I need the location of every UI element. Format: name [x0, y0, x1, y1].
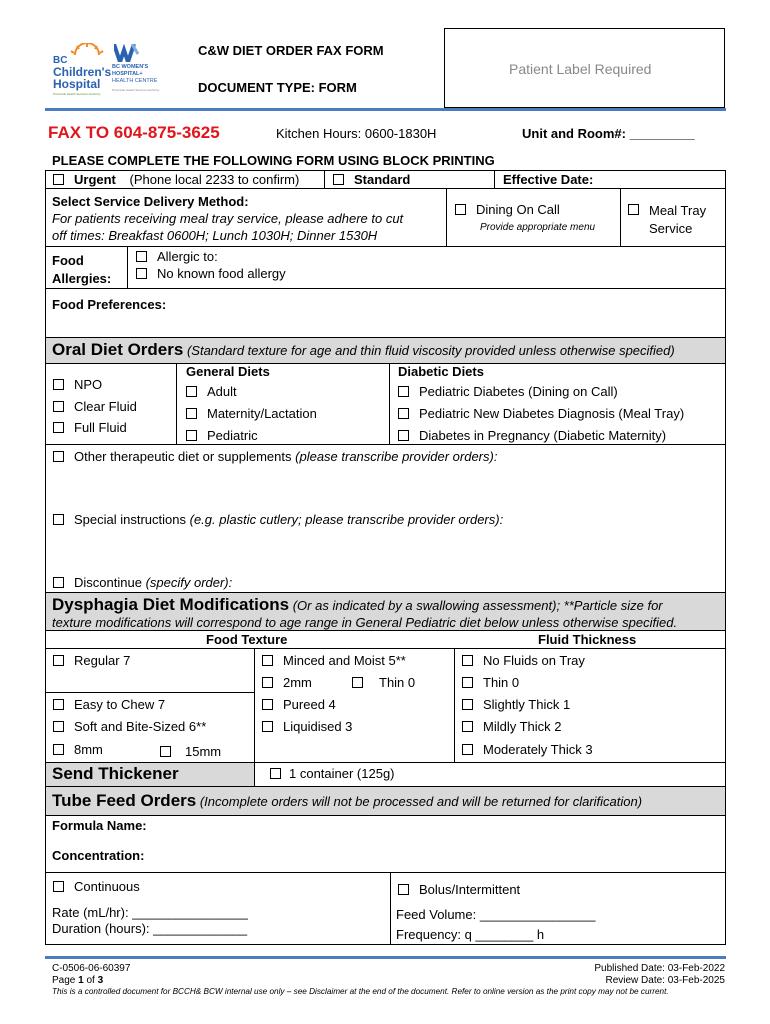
footer-divider [45, 956, 726, 959]
dysphagia-header [52, 595, 663, 615]
thickener-title: Send Thickener [52, 764, 179, 783]
special-note: (e.g. plastic cutlery; please transcribe provider orders): [189, 512, 504, 527]
thin-option[interactable] [462, 675, 519, 690]
slightly-thick-checkbox[interactable] [462, 699, 473, 710]
allergies-label [52, 252, 111, 288]
formula-name-field[interactable]: Formula Name: [52, 818, 147, 833]
thickener-label: 1 container (125g) [289, 766, 395, 781]
soft-bite-checkbox[interactable] [53, 721, 64, 732]
review-date: Review Date: 03-Feb-2025 [605, 975, 725, 986]
ped-new-diabetes-checkbox[interactable] [398, 408, 409, 419]
dining-label: Dining On Call [476, 202, 560, 217]
npo-checkbox[interactable] [53, 379, 64, 390]
standard-checkbox[interactable] [333, 174, 344, 185]
pureed-checkbox[interactable] [262, 699, 273, 710]
easy-chew-checkbox[interactable] [53, 699, 64, 710]
urgent-checkbox[interactable] [53, 174, 64, 185]
mildly-thick-option[interactable] [462, 719, 562, 734]
fax-number: FAX TO 604-875-3625 [48, 123, 220, 142]
maternity-label: Maternity/Lactation [207, 406, 317, 421]
special-checkbox[interactable] [53, 514, 64, 525]
logo1-line2: Children's [53, 65, 112, 79]
npo-option[interactable] [53, 374, 137, 396]
form-code: C-0506-06-60397 [52, 963, 131, 974]
header-divider [45, 108, 726, 111]
slightly-thick-label: Slightly Thick 1 [483, 697, 571, 712]
diabetic-diets-title: Diabetic Diets [398, 364, 484, 379]
allergic-to-option[interactable] [136, 249, 218, 264]
ped-diabetes-checkbox[interactable] [398, 386, 409, 397]
page-of: of [83, 975, 98, 986]
oral-title: Oral Diet Orders [52, 340, 184, 359]
moderately-thick-option[interactable] [462, 742, 593, 757]
full-fluid-option[interactable] [53, 417, 137, 439]
pediatric-label: Pediatric [207, 428, 258, 443]
minced-option[interactable] [262, 653, 406, 668]
ped-new-diabetes-label: Pediatric New Diabetes Diagnosis (Meal Tray) [419, 406, 685, 421]
maternity-option[interactable] [186, 403, 317, 425]
8mm-label: 8mm [74, 742, 103, 757]
npo-label: NPO [74, 377, 103, 392]
2mm-checkbox[interactable] [262, 677, 273, 688]
pureed-option[interactable] [262, 697, 336, 712]
maternity-checkbox[interactable] [186, 408, 197, 419]
delivery-note-1: For patients receiving meal tray service, please adhere to cut [52, 211, 404, 226]
discontinue-checkbox[interactable] [53, 577, 64, 588]
urgent-note: (Phone local 2233 to confirm) [129, 172, 300, 187]
mildly-thick-checkbox[interactable] [462, 721, 473, 732]
dysphagia-note-2: texture modifications will correspond to age range in General Pediatric diet below unless otherwise specified. [52, 615, 678, 630]
patient-label-text: Patient Label Required [509, 61, 652, 77]
logo1-line3: Hospital [53, 77, 101, 91]
adult-checkbox[interactable] [186, 386, 197, 397]
allergic-checkbox[interactable] [136, 251, 147, 262]
easy-chew-label: Easy to Chew 7 [74, 697, 166, 712]
meal-tray-label-1: Meal Tray [649, 203, 707, 218]
w-logo-icon [114, 44, 142, 62]
allergic-label: Allergic to: [157, 249, 218, 264]
allergies-label-2: Allergies: [52, 271, 112, 286]
other-checkbox[interactable] [53, 451, 64, 462]
oral-header [52, 340, 675, 360]
adult-option[interactable] [186, 381, 317, 403]
patient-label-box[interactable] [444, 28, 725, 108]
minced-label: Minced and Moist 5** [283, 653, 406, 668]
delivery-title: Select Service Delivery Method: [52, 194, 249, 209]
thin-label: Thin 0 [483, 675, 520, 690]
liquidised-label: Liquidised 3 [283, 719, 353, 734]
concentration-field[interactable]: Concentration: [52, 848, 145, 863]
15mm-option[interactable] [160, 744, 221, 759]
meal-tray-label-2: Service [649, 221, 693, 236]
no-known-allergy-option[interactable] [136, 266, 286, 281]
effective-date-field[interactable]: Effective Date: [503, 172, 594, 187]
no-fluids-label: No Fluids on Tray [483, 653, 585, 668]
bolus-label: Bolus/Intermittent [419, 882, 521, 897]
liquidised-checkbox[interactable] [262, 721, 273, 732]
other-note: (please transcribe provider orders): [295, 449, 498, 464]
standard-label: Standard [354, 172, 411, 187]
discontinue-option[interactable] [53, 575, 232, 590]
no-fluids-checkbox[interactable] [462, 655, 473, 666]
food-texture-title: Food Texture [206, 632, 288, 647]
general-diets-options [186, 381, 317, 447]
regular-label: Regular 7 [74, 653, 131, 668]
special-instructions-option[interactable] [53, 512, 503, 527]
logo2-sub: Provincial Health Services Authority [112, 88, 160, 92]
ped-diabetes-option[interactable] [398, 381, 684, 403]
allergies-label-1: Food [52, 253, 84, 268]
clear-fluid-checkbox[interactable] [53, 401, 64, 412]
page-prefix: Page [52, 975, 79, 986]
tube-note: (Incomplete orders will not be processed and will be returned for clarification) [199, 794, 643, 809]
full-fluid-label: Full Fluid [74, 420, 127, 435]
duration-field[interactable]: Duration (hours): _____________ [52, 921, 248, 936]
rate-field[interactable]: Rate (mL/hr): ________________ [52, 905, 248, 920]
disclaimer: This is a controlled document for BCCH& BCW internal use only – see Disclaimer at the end of the document. Refer to online version as the print copy may not be current. [52, 987, 669, 996]
standard-option[interactable] [333, 172, 410, 187]
pediatric-checkbox[interactable] [186, 430, 197, 441]
dysphagia-note-1: (Or as indicated by a swallowing assessment); **Particle size for [292, 598, 663, 613]
regular-checkbox[interactable] [53, 655, 64, 666]
meal-tray-option[interactable] [628, 202, 706, 238]
minced-checkbox[interactable] [262, 655, 273, 666]
thin0-texture-label: Thin 0 [379, 675, 416, 690]
bc-childrens-logo [53, 43, 111, 98]
diabetes-pregnancy-label: Diabetes in Pregnancy (Diabetic Maternity) [419, 428, 667, 443]
no-allergy-checkbox[interactable] [136, 268, 147, 279]
thin0-texture-checkbox[interactable] [352, 677, 363, 688]
moderately-thick-label: Moderately Thick 3 [483, 742, 593, 757]
logo2-line3: HEALTH CENTRE [112, 78, 158, 84]
full-fluid-checkbox[interactable] [53, 422, 64, 433]
fluid-thickness-title: Fluid Thickness [538, 632, 637, 647]
moderately-thick-checkbox[interactable] [462, 744, 473, 755]
form-frame [45, 170, 726, 945]
oral-left-options [53, 374, 137, 439]
2mm-label: 2mm [283, 675, 312, 690]
diabetic-diets-options [398, 381, 684, 447]
bolus-option[interactable] [398, 882, 520, 897]
published-date: Published Date: 03-Feb-2022 [594, 963, 725, 974]
general-diets-title: General Diets [186, 364, 270, 379]
tube-title: Tube Feed Orders [52, 791, 197, 810]
document-type: DOCUMENT TYPE: FORM [198, 80, 357, 95]
slightly-thick-option[interactable] [462, 697, 570, 712]
urgent-option[interactable] [53, 172, 299, 187]
regular-option[interactable] [53, 653, 130, 668]
thin0-texture-option[interactable] [352, 675, 415, 690]
thickener-checkbox[interactable] [270, 768, 281, 779]
delivery-note-2: off times: Breakfast 0600H; Lunch 1030H; Dinner 1530H [52, 228, 378, 243]
dining-on-call-option[interactable] [455, 202, 560, 217]
logo2-line2: HOSPITAL+ [112, 71, 143, 77]
urgent-label: Urgent [74, 172, 116, 187]
diabetes-pregnancy-checkbox[interactable] [398, 430, 409, 441]
soft-bite-label: Soft and Bite-Sized 6** [74, 719, 207, 734]
unit-room-field[interactable]: Unit and Room#: _________ [522, 126, 695, 141]
thickener-option[interactable] [270, 766, 395, 781]
meal-tray-checkbox[interactable] [628, 204, 639, 215]
logo2-line1: BC WOMEN'S [112, 64, 149, 70]
mildly-thick-label: Mildly Thick 2 [483, 719, 562, 734]
continuous-option[interactable] [53, 879, 140, 894]
adult-label: Adult [207, 384, 237, 399]
thin-checkbox[interactable] [462, 677, 473, 688]
other-label: Other therapeutic diet or supplements [74, 449, 292, 464]
bc-womens-logo [112, 44, 172, 96]
8mm-checkbox[interactable] [53, 744, 64, 755]
discontinue-note: (specify order): [145, 575, 233, 590]
ped-new-diabetes-option[interactable] [398, 403, 684, 425]
page-current: 1 [78, 975, 84, 986]
no-fluids-option[interactable] [462, 653, 585, 668]
2mm-option[interactable] [262, 675, 312, 690]
bolus-checkbox[interactable] [398, 884, 409, 895]
clear-fluid-label: Clear Fluid [74, 398, 137, 414]
continuous-label: Continuous [74, 879, 140, 894]
15mm-checkbox[interactable] [160, 746, 171, 757]
form-title: C&W DIET ORDER FAX FORM [198, 43, 384, 58]
liquidised-option[interactable] [262, 719, 352, 734]
dining-checkbox[interactable] [455, 204, 466, 215]
food-preferences-field[interactable]: Food Preferences: [52, 297, 167, 312]
continuous-checkbox[interactable] [53, 881, 64, 892]
page-total: 3 [97, 975, 104, 986]
frequency-field[interactable]: Frequency: q ________ h [396, 927, 545, 942]
other-therapeutic-option[interactable] [53, 449, 497, 464]
logo1-sub: Provincial Health Services Authority [53, 92, 101, 96]
block-printing-instruction: PLEASE COMPLETE THE FOLLOWING FORM USING BLOCK PRINTING [52, 153, 495, 168]
ped-diabetes-label: Pediatric Diabetes (Dining on Call) [419, 384, 618, 399]
no-allergy-label: No known food allergy [157, 266, 286, 281]
logo1-line1: BC [53, 55, 68, 66]
easy-chew-option[interactable] [53, 697, 165, 712]
15mm-label: 15mm [185, 744, 222, 759]
discontinue-label: Discontinue [74, 575, 142, 590]
soft-bite-option[interactable] [53, 719, 206, 734]
pureed-label: Pureed 4 [283, 697, 336, 712]
clear-fluid-option[interactable] [53, 396, 137, 418]
kitchen-hours: Kitchen Hours: 0600-1830H [276, 126, 437, 141]
page-number [52, 975, 103, 986]
feed-volume-field[interactable]: Feed Volume: ________________ [396, 907, 596, 922]
special-label: Special instructions [74, 512, 186, 527]
oral-note: (Standard texture for age and thin fluid viscosity provided unless otherwise specified) [186, 343, 675, 358]
8mm-option[interactable] [53, 742, 103, 757]
dining-note: Provide appropriate menu [480, 222, 596, 233]
tube-header [52, 791, 642, 811]
dysphagia-title: Dysphagia Diet Modifications [52, 595, 290, 614]
